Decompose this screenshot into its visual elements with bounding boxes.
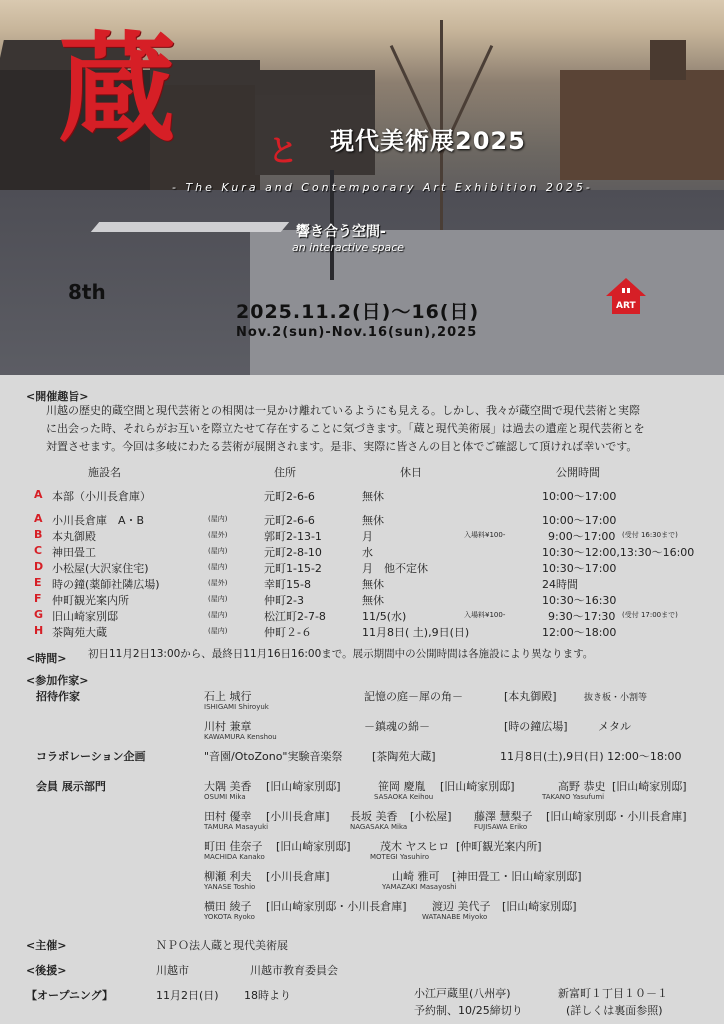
- member-romaji: TAKANO Yasufumi: [542, 793, 605, 801]
- art-logo-label: ART: [616, 301, 636, 311]
- venue-mark: H: [34, 624, 44, 637]
- opening-date: 11月2日(日): [156, 989, 219, 1002]
- collab-label: コラボレーション企画: [36, 750, 146, 763]
- member-name: 茂木 ヤスヒロ: [380, 840, 450, 853]
- collab-venue: [茶陶苑大蔵]: [372, 750, 436, 763]
- member-venue: [旧山崎家別邸]: [266, 780, 341, 793]
- venue-header-hours: 公開時間: [556, 466, 600, 479]
- theme-en: an interactive space: [292, 241, 405, 254]
- venue-closed: 無休: [362, 514, 384, 527]
- members-label: 会員 展示部門: [36, 780, 106, 793]
- member-name: 柳瀬 利夫: [204, 870, 252, 883]
- venue-address: 松江町2-7-8: [264, 610, 326, 623]
- member-romaji: MOTEGI Yasuhiro: [370, 853, 430, 861]
- venue-type: (屋内): [208, 611, 228, 619]
- venue-address: 元町2-6-6: [264, 490, 315, 503]
- opening-address: 新富町１丁目１０－１: [558, 987, 668, 1000]
- venue-closed: 無休: [362, 490, 384, 503]
- venue-name: 本部（小川長倉庫）: [52, 490, 151, 503]
- collab-date: 11月8日(土),9日(日) 12:00～18:00: [500, 750, 682, 763]
- venue-mark: G: [34, 608, 44, 621]
- venue-fee: 入場料¥100-: [464, 531, 506, 539]
- member-romaji: YAMAZAKI Masayoshi: [382, 883, 457, 891]
- venue-closed: 11/5(水): [362, 610, 407, 623]
- venue-header-name: 施設名: [88, 466, 121, 479]
- venue-mark: E: [34, 576, 42, 589]
- venue-type: (屋外): [208, 531, 228, 539]
- support-item: 川越市教育委員会: [250, 964, 338, 977]
- venue-mark: F: [34, 592, 42, 605]
- venue-mark: D: [34, 560, 44, 573]
- venue-mark: A: [34, 512, 43, 525]
- member-romaji: MACHIDA Kanako: [204, 853, 265, 861]
- title-kanji: 蔵: [58, 19, 173, 158]
- member-romaji: TAMURA Masayuki: [204, 823, 269, 831]
- member-romaji: OSUMI Mika: [204, 793, 246, 801]
- venue-hours: 9:30～17:30: [548, 610, 616, 623]
- venue-name: 神田畳工: [52, 546, 96, 559]
- artist-name: 石上 城行: [204, 690, 252, 703]
- title-to: と: [268, 134, 298, 169]
- member-romaji: WATANABE Miyoko: [422, 913, 488, 921]
- member-name: 藤澤 慧梨子: [474, 810, 533, 823]
- member-venue: [小川長倉庫]: [266, 870, 330, 883]
- artist-venue: [本丸御殿]: [504, 690, 557, 703]
- venue-name: 仲町観光案内所: [52, 594, 129, 607]
- venue-hours: 10:30～16:30: [542, 594, 617, 607]
- member-name: 笹岡 慶胤: [378, 780, 426, 793]
- member-venue: [神田畳工・旧山崎家別邸]: [452, 870, 582, 883]
- opening-place: 小江戸蔵里(八州亭): [414, 987, 511, 1000]
- venue-type: (屋内): [208, 515, 228, 523]
- support-heading: <後援>: [26, 964, 67, 977]
- venue-name: 小松屋(大沢家住宅): [52, 562, 149, 575]
- exhibition-subtitle-en: - The Kura and Contemporary Art Exhibition 2025-: [172, 181, 593, 194]
- venue-hours: 12:00～18:00: [542, 626, 617, 639]
- member-name: 高野 恭史: [558, 780, 606, 793]
- venue-mark: A: [34, 488, 43, 501]
- artist-work: －鎮魂の綿－: [364, 720, 430, 733]
- member-name: 田村 優幸: [204, 810, 252, 823]
- venue-hours: 24時間: [542, 578, 578, 591]
- artist-material: メタル: [598, 720, 631, 733]
- purpose-line: に出会った時、それらがお互いを際立たせて存在することに気づきます。「蔵と現代美術展」は過去の遺産と現代芸術とを: [46, 422, 645, 435]
- roof-shape: [255, 70, 375, 98]
- venue-hours: 10:30～17:00: [542, 562, 617, 575]
- artist-venue: [時の鐘広場]: [504, 720, 568, 733]
- venue-name: 本丸御殿: [52, 530, 96, 543]
- exhibition-title: 現代美術展2025: [330, 127, 526, 155]
- venue-address: 幸町15-8: [264, 578, 311, 591]
- venue-address: 元町1-15-2: [264, 562, 322, 575]
- member-romaji: YANASE Toshio: [204, 883, 256, 891]
- member-venue: [旧山崎家別邸]: [612, 780, 687, 793]
- artist-name: 川村 兼章: [204, 720, 252, 733]
- theme-jp: 響き合う空間-: [296, 224, 386, 240]
- venue-address: 仲町２-６: [264, 626, 312, 639]
- member-name: 山崎 雅可: [392, 870, 440, 883]
- venue-type: (屋内): [208, 563, 228, 571]
- clock-tower-shape: [650, 40, 686, 80]
- venue-address: 元町2-6-6: [264, 514, 315, 527]
- crosswalk-shape: [91, 222, 289, 232]
- venue-hours: 10:00～17:00: [542, 490, 617, 503]
- venue-name: 時の鐘(薬師社隣広場): [52, 578, 160, 591]
- opening-reservation: 予約制、10/25締切り: [414, 1004, 523, 1017]
- venue-note: (受付 17:00まで): [622, 611, 678, 619]
- member-romaji: FUJISAWA Eriko: [474, 823, 528, 831]
- hero-photo: [0, 0, 724, 375]
- member-venue: [旧山崎家別邸]: [440, 780, 515, 793]
- member-venue: [旧山崎家別邸]: [502, 900, 577, 913]
- venue-name: 茶陶苑大蔵: [52, 626, 107, 639]
- edition-label: 8th: [68, 280, 106, 304]
- artists-heading: <参加作家>: [26, 674, 89, 687]
- venue-hours: 10:30～12:00,13:30～16:00: [542, 546, 695, 559]
- venue-note: (受付 16:30まで): [622, 531, 678, 539]
- time-text: 初日11月2日13:00から、最終日11月16日16:00まで。展示期間中の公開時間は各施設により異なります。: [88, 648, 594, 660]
- member-venue: [旧山崎家別邸]: [276, 840, 351, 853]
- member-name: 長坂 美香: [350, 810, 398, 823]
- venue-header-closed: 休日: [400, 466, 422, 479]
- artist-work: 記憶の庭－犀の角－: [364, 690, 463, 703]
- venue-mark: C: [34, 544, 43, 557]
- venue-hours: 10:00～17:00: [542, 514, 617, 527]
- member-venue: [旧山崎家別邸・小川長倉庫]: [546, 810, 687, 823]
- member-venue: [小川長倉庫]: [266, 810, 330, 823]
- dates-en: Nov.2(sun)-Nov.16(sun),2025: [236, 325, 478, 340]
- purpose-heading: <開催趣旨>: [26, 390, 89, 403]
- venue-address: 元町2-8-10: [264, 546, 322, 559]
- venue-hours: 9:00～17:00: [548, 530, 616, 543]
- time-heading: <時間>: [26, 652, 67, 665]
- dates-jp: 2025.11.2(日)～16(日): [236, 301, 480, 323]
- purpose-line: 川越の歴史的蔵空間と現代芸術との相関は一見かけ離れているようにも見える。しかし、我々が蔵空間で現代芸術と実際: [46, 404, 640, 417]
- artist-material: 抜き板・小割等: [584, 693, 648, 703]
- venue-address: 仲町2-3: [264, 594, 304, 607]
- venue-address: 郭町2-13-1: [264, 530, 322, 543]
- organizer-heading: <主催>: [26, 939, 67, 952]
- venue-closed: 無休: [362, 578, 384, 591]
- member-venue: [旧山崎家別邸・小川長倉庫]: [266, 900, 407, 913]
- venue-closed: 11月8日( 土),9日(日): [362, 626, 470, 639]
- venue-type: (屋内): [208, 627, 228, 635]
- building-shape: [560, 70, 724, 180]
- venue-closed: 無休: [362, 594, 384, 607]
- member-romaji: YOKOTA Ryoko: [204, 913, 255, 921]
- artist-romaji: ISHIGAMI Shiroyuk: [204, 703, 269, 711]
- collab-title: "音園/OtoZono"実験音楽祭: [204, 750, 343, 763]
- venue-header-address: 住所: [274, 466, 296, 479]
- venue-closed: 水: [362, 546, 373, 559]
- venue-name: 小川長倉庫 A・B: [52, 514, 145, 527]
- member-name: 町田 佳奈子: [204, 840, 263, 853]
- venue-fee: 入場料¥100-: [464, 611, 506, 619]
- member-venue: [小松屋]: [410, 810, 452, 823]
- member-name: 横田 綾子: [204, 900, 252, 913]
- member-name: 大隅 美香: [204, 780, 252, 793]
- venue-type: (屋内): [208, 547, 228, 555]
- organizer-text: ＮＰＯ法人蔵と現代美術展: [156, 939, 288, 952]
- venue-closed: 月: [362, 530, 373, 543]
- venue-name: 旧山崎家別邸: [52, 610, 118, 623]
- venue-closed: 月 他不定休: [362, 562, 428, 575]
- member-venue: [仲町観光案内所]: [456, 840, 542, 853]
- opening-detail: (詳しくは裏面参照): [566, 1004, 663, 1017]
- support-item: 川越市: [156, 964, 189, 977]
- venue-mark: B: [34, 528, 43, 541]
- opening-time: 18時より: [244, 989, 291, 1002]
- member-romaji: SASAOKA Keihou: [374, 793, 434, 801]
- purpose-line: 対置させます。今回は多岐にわたる芸術が展開されます。是非、実際に皆さんの目と体でご確認して頂ければ幸いです。: [46, 440, 638, 453]
- venue-type: (屋外): [208, 579, 228, 587]
- artist-romaji: KAWAMURA Kenshou: [204, 733, 277, 741]
- member-romaji: NAGASAKA Mika: [350, 823, 408, 831]
- member-name: 渡辺 美代子: [432, 900, 491, 913]
- opening-heading: 【オープニング】: [26, 989, 114, 1002]
- venue-type: (屋内): [208, 595, 228, 603]
- invited-label: 招待作家: [36, 690, 80, 703]
